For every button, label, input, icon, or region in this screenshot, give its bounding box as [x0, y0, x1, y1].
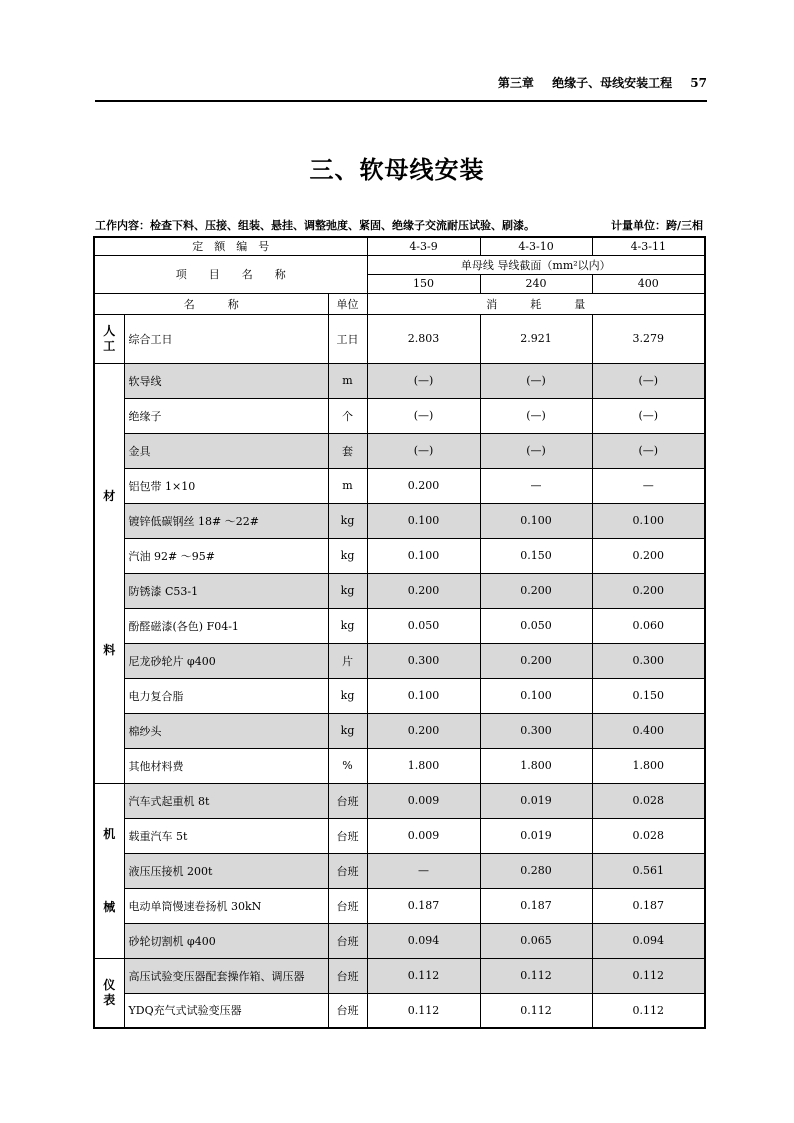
resource-name: 绝缘子 — [124, 398, 328, 433]
section-size: 240 — [480, 274, 592, 293]
resource-name: 电力复合脂 — [124, 678, 328, 713]
resource-name: 综合工日 — [124, 314, 328, 363]
consumption-value: 0.050 — [480, 608, 592, 643]
resource-unit: 台班 — [328, 783, 367, 818]
consumption-value: 0.200 — [480, 643, 592, 678]
resource-name: 其他材料费 — [124, 748, 328, 783]
consumption-value: 0.187 — [592, 888, 705, 923]
consumption-value: 2.803 — [367, 314, 480, 363]
consumption-value: 0.187 — [367, 888, 480, 923]
consumption-value: 0.100 — [367, 503, 480, 538]
consumption-value: 0.112 — [592, 958, 705, 993]
consumption-value: 0.300 — [592, 643, 705, 678]
resource-name: 棉纱头 — [124, 713, 328, 748]
resource-unit: kg — [328, 573, 367, 608]
resource-row — [94, 314, 705, 363]
consumption-value: 0.100 — [367, 538, 480, 573]
measure-unit: 计量单位：跨/三相 — [610, 219, 703, 232]
resource-row — [94, 678, 705, 713]
category-label: 机 械 — [103, 827, 116, 914]
resource-row — [94, 503, 705, 538]
resource-row — [94, 538, 705, 573]
consumption-value: 0.009 — [367, 783, 480, 818]
resource-row — [94, 573, 705, 608]
consumption-value: 0.400 — [592, 713, 705, 748]
quota-number: 4-3-10 — [480, 237, 592, 255]
resource-name: 尼龙砂轮片 φ400 — [124, 643, 328, 678]
resource-name: 高压试验变压器配套操作箱、调压器 — [124, 958, 328, 993]
consumption-value: 0.019 — [480, 783, 592, 818]
consumption-value: 0.112 — [367, 958, 480, 993]
header-rule — [95, 100, 707, 102]
resource-name: 铝包带 1×10 — [124, 468, 328, 503]
resource-name: 防锈漆 C53-1 — [124, 573, 328, 608]
consumption-value: 0.200 — [367, 468, 480, 503]
category-label: 材 料 — [103, 488, 116, 657]
consumption-value: 0.019 — [480, 818, 592, 853]
consumption-value: 0.200 — [367, 713, 480, 748]
resource-unit: kg — [328, 538, 367, 573]
consumption-value: 0.094 — [592, 923, 705, 958]
category-label: 仪 表 — [103, 978, 116, 1007]
consumption-value: 0.187 — [480, 888, 592, 923]
consumption-value: (—) — [592, 433, 705, 468]
consumption-value: (—) — [367, 433, 480, 468]
resource-unit: 台班 — [328, 853, 367, 888]
resource-unit: 台班 — [328, 958, 367, 993]
name-column-label: 名 称 — [94, 293, 328, 314]
resource-unit: kg — [328, 678, 367, 713]
category-cell — [94, 783, 124, 958]
resource-row — [94, 608, 705, 643]
consumption-value: 0.150 — [592, 678, 705, 713]
quota-number: 4-3-9 — [367, 237, 480, 255]
resource-row — [94, 923, 705, 958]
resource-name: YDQ充气式试验变压器 — [124, 993, 328, 1028]
category-cell — [94, 363, 124, 783]
section-label: 绝缘子、母线安装工程 — [552, 76, 673, 90]
resource-name: 酚醛磁漆(各色) F04-1 — [124, 608, 328, 643]
item-name-label: 项 目 名 称 — [94, 255, 367, 293]
consumption-value: 0.100 — [367, 678, 480, 713]
unit-column-label: 单位 — [328, 293, 367, 314]
resource-unit: 台班 — [328, 888, 367, 923]
consumption-value: 0.200 — [592, 573, 705, 608]
quota-table — [93, 236, 706, 1029]
resource-unit: 套 — [328, 433, 367, 468]
page-header — [95, 74, 707, 94]
consumption-value: 0.150 — [480, 538, 592, 573]
consumption-value: 0.112 — [480, 958, 592, 993]
consumption-value: 0.100 — [480, 678, 592, 713]
spec-label: 单母线 导线截面（mm²以内） — [367, 255, 705, 274]
category-cell — [94, 958, 124, 1028]
resource-name: 电动单筒慢速卷扬机 30kN — [124, 888, 328, 923]
page-title: 三、软母线安装 — [309, 156, 485, 184]
consumption-value: (—) — [480, 433, 592, 468]
consumption-value: 0.280 — [480, 853, 592, 888]
resource-row — [94, 643, 705, 678]
resource-unit: m — [328, 363, 367, 398]
consumption-value: 0.065 — [480, 923, 592, 958]
resource-unit: 工日 — [328, 314, 367, 363]
resource-row — [94, 713, 705, 748]
consumption-value: 0.112 — [367, 993, 480, 1028]
consumption-value: 1.800 — [367, 748, 480, 783]
page-number: 57 — [690, 76, 707, 90]
work-content-text: 工作内容：检查下料、压接、组装、悬挂、调整弛度、紧固、绝缘子交流耐压试验、刷漆。 — [95, 219, 535, 232]
consumption-value: (—) — [592, 363, 705, 398]
consumption-value: 0.094 — [367, 923, 480, 958]
consumption-value: 1.800 — [592, 748, 705, 783]
consumption-value: — — [592, 468, 705, 503]
consumption-value: 0.100 — [480, 503, 592, 538]
consumption-value: (—) — [480, 363, 592, 398]
resource-row — [94, 783, 705, 818]
resource-row — [94, 398, 705, 433]
category-cell — [94, 314, 124, 363]
resource-unit: kg — [328, 713, 367, 748]
resource-name: 液压压接机 200t — [124, 853, 328, 888]
consumption-value: 0.060 — [592, 608, 705, 643]
consumption-value: 0.300 — [480, 713, 592, 748]
resource-row — [94, 818, 705, 853]
resource-unit: 片 — [328, 643, 367, 678]
consumption-value: — — [367, 853, 480, 888]
resource-unit: m — [328, 468, 367, 503]
resource-name: 载重汽车 5t — [124, 818, 328, 853]
consumption-value: 0.028 — [592, 783, 705, 818]
consumption-label: 消 耗 量 — [367, 293, 705, 314]
resource-row — [94, 433, 705, 468]
resource-unit: kg — [328, 503, 367, 538]
consumption-value: (—) — [367, 363, 480, 398]
consumption-value: 0.009 — [367, 818, 480, 853]
resource-row — [94, 468, 705, 503]
section-size: 400 — [592, 274, 705, 293]
consumption-value: 0.200 — [592, 538, 705, 573]
resource-name: 汽车式起重机 8t — [124, 783, 328, 818]
chapter-label: 第三章 — [497, 76, 534, 90]
consumption-value: (—) — [480, 398, 592, 433]
consumption-value: 3.279 — [592, 314, 705, 363]
resource-unit: 台班 — [328, 923, 367, 958]
resource-unit: 个 — [328, 398, 367, 433]
quota-number: 4-3-11 — [592, 237, 705, 255]
resource-unit: kg — [328, 608, 367, 643]
consumption-value: (—) — [367, 398, 480, 433]
resource-name: 金具 — [124, 433, 328, 468]
consumption-value: — — [480, 468, 592, 503]
consumption-value: 0.561 — [592, 853, 705, 888]
category-label: 人 工 — [103, 324, 116, 353]
resource-name: 汽油 92# ～95# — [124, 538, 328, 573]
consumption-value: 2.921 — [480, 314, 592, 363]
resource-name: 镀锌低碳钢丝 18# ～22# — [124, 503, 328, 538]
resource-unit: % — [328, 748, 367, 783]
consumption-value: 0.300 — [367, 643, 480, 678]
resource-row — [94, 748, 705, 783]
consumption-value: 1.800 — [480, 748, 592, 783]
consumption-value: (—) — [592, 398, 705, 433]
consumption-value: 0.200 — [480, 573, 592, 608]
consumption-value: 0.112 — [592, 993, 705, 1028]
resource-unit: 台班 — [328, 993, 367, 1028]
resource-row — [94, 888, 705, 923]
resource-row — [94, 363, 705, 398]
resource-name: 软导线 — [124, 363, 328, 398]
consumption-value: 0.112 — [480, 993, 592, 1028]
work-content — [95, 217, 707, 233]
section-size: 150 — [367, 274, 480, 293]
quota-no-label: 定 额 编 号 — [94, 237, 367, 255]
resource-name: 砂轮切割机 φ400 — [124, 923, 328, 958]
consumption-value: 0.050 — [367, 608, 480, 643]
consumption-value: 0.028 — [592, 818, 705, 853]
resource-row — [94, 993, 705, 1028]
consumption-value: 0.100 — [592, 503, 705, 538]
resource-row — [94, 958, 705, 993]
resource-row — [94, 853, 705, 888]
table-body — [94, 314, 705, 1028]
resource-unit: 台班 — [328, 818, 367, 853]
consumption-value: 0.200 — [367, 573, 480, 608]
